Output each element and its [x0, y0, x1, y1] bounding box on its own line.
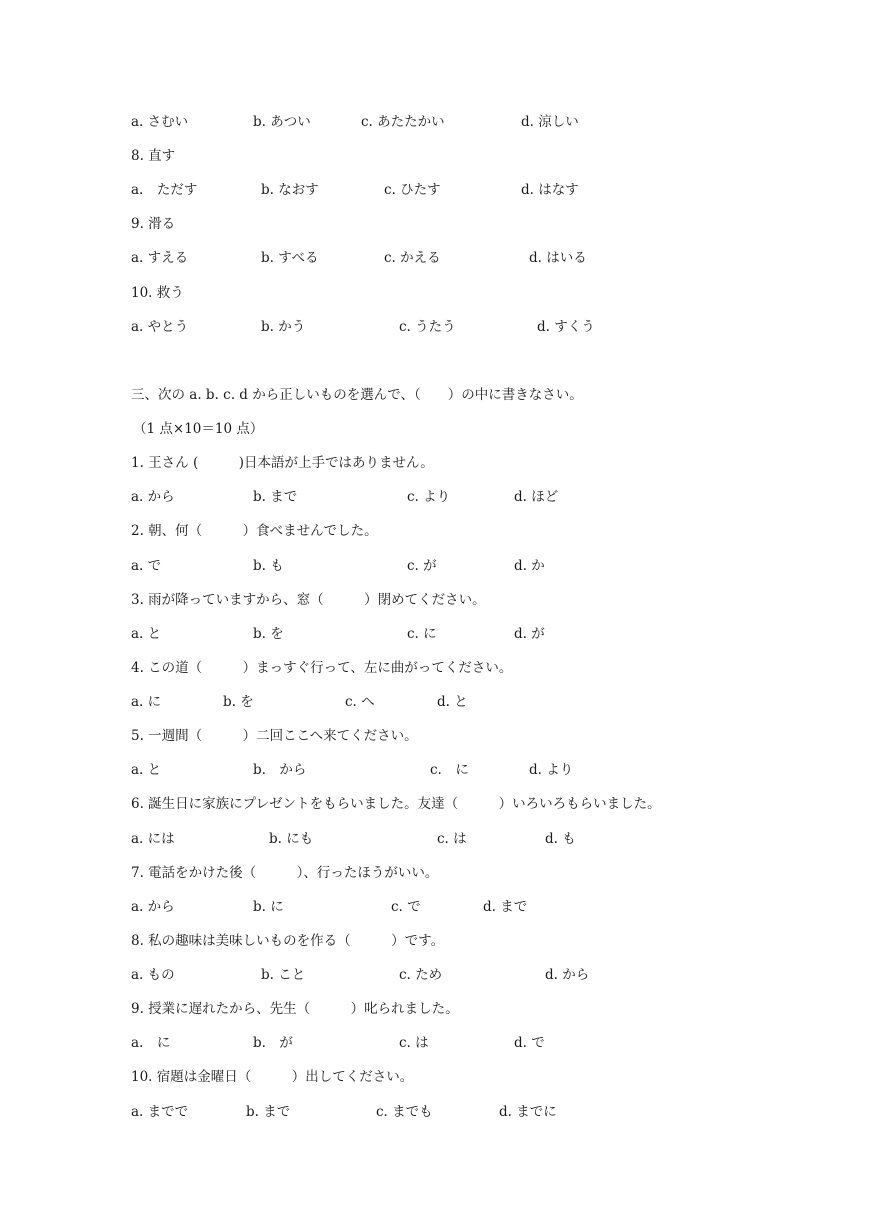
option-a: a. やとう: [131, 319, 189, 335]
option-b: b. が: [253, 1035, 293, 1051]
option-b: b. まで: [253, 489, 298, 505]
option-a: a. に: [131, 1035, 171, 1051]
vocab-q8-stem: 8. 直す: [131, 148, 176, 164]
question-stem: 2. 朝、何（ ）食べませんでした。: [131, 523, 378, 539]
question-stem: 7. 電話をかけた後（ ）、行ったほうがいい。: [131, 865, 439, 881]
option-c: c. へ: [345, 694, 375, 710]
option-b: b. も: [253, 558, 284, 574]
option-a: a. すえる: [131, 250, 189, 266]
option-c: c. ひたす: [384, 182, 441, 198]
option-b: b. かう: [261, 319, 306, 335]
question-stem: 10. 宿題は金曜日（ ）出してください。: [131, 1069, 414, 1085]
option-a: a. もの: [131, 967, 175, 983]
vocab-q9-stem: 9. 滑る: [131, 216, 176, 232]
option-d: d. までに: [499, 1104, 557, 1120]
question-stem: 3. 雨が降っていますから、窓（ ）閉めてください。: [131, 592, 486, 608]
option-b: b. に: [253, 899, 284, 915]
option-a: a. さむい: [131, 114, 189, 130]
option-a: a. に: [131, 694, 162, 710]
option-d: d. より: [529, 762, 574, 778]
option-c: c. が: [407, 558, 437, 574]
option-a: a. から: [131, 899, 175, 915]
section-points: （1 点×10＝10 点）: [133, 421, 264, 437]
option-d: d. か: [514, 558, 545, 574]
option-c: c. より: [407, 489, 451, 505]
option-a: a. から: [131, 489, 175, 505]
option-d: d. まで: [483, 899, 528, 915]
option-d: d. と: [437, 694, 468, 710]
option-c: c. あたたかい: [361, 114, 445, 130]
option-d: d. 涼しい: [521, 114, 579, 130]
question-stem: 8. 私の趣味は美味しいものを作る（ ）です。: [131, 933, 445, 949]
option-d: d. すくう: [537, 319, 595, 335]
question-stem: 1. 王さん ( )日本語が上手ではありません。: [131, 455, 434, 471]
option-b: b. まで: [246, 1104, 291, 1120]
question-stem: 4. この道（ ）まっすぐ行って、左に曲がってください。: [131, 660, 513, 676]
option-a: a. までで: [131, 1104, 189, 1120]
option-c: c. に: [407, 626, 437, 642]
option-b: b. を: [253, 626, 284, 642]
question-stem: 9. 授業に遅れたから、先生（ ）叱られました。: [131, 1001, 459, 1017]
option-d: d. で: [514, 1035, 545, 1051]
option-d: d. はいる: [529, 250, 587, 266]
option-b: b. から: [253, 762, 307, 778]
option-d: d. も: [545, 831, 576, 847]
option-b: b. にも: [269, 831, 314, 847]
option-c: c. は: [399, 1035, 429, 1051]
option-d: d. はなす: [521, 182, 579, 198]
option-a: a. と: [131, 762, 162, 778]
option-c: c. で: [391, 899, 421, 915]
question-stem: 5. 一週間（ ）二回ここへ来てください。: [131, 728, 418, 744]
option-c: c. かえる: [384, 250, 441, 266]
option-a: a. で: [131, 558, 162, 574]
option-c: c. うたう: [399, 319, 456, 335]
option-a: a. と: [131, 626, 162, 642]
option-c: c. ため: [399, 967, 443, 983]
question-stem: 6. 誕生日に家族にプレゼントをもらいました。友達（ ）いろいろもらいました。: [131, 796, 661, 812]
option-a: a. ただす: [131, 182, 198, 198]
option-d: d. ほど: [514, 489, 559, 505]
option-d: d. が: [514, 626, 545, 642]
option-b: b. あつい: [253, 114, 311, 130]
option-d: d. から: [545, 967, 590, 983]
option-b: b. すべる: [261, 250, 319, 266]
option-a: a. には: [131, 831, 175, 847]
option-c: c. までも: [376, 1104, 433, 1120]
option-c: c. に: [430, 762, 469, 778]
vocab-q10-stem: 10. 救う: [131, 285, 184, 301]
option-b: b. こと: [261, 967, 306, 983]
option-b: b. を: [223, 694, 254, 710]
option-c: c. は: [437, 831, 467, 847]
section-heading: 三、次の a. b. c. d から正しいものを選んで、（ ）の中に書きなさい。: [131, 387, 583, 403]
option-b: b. なおす: [261, 182, 319, 198]
